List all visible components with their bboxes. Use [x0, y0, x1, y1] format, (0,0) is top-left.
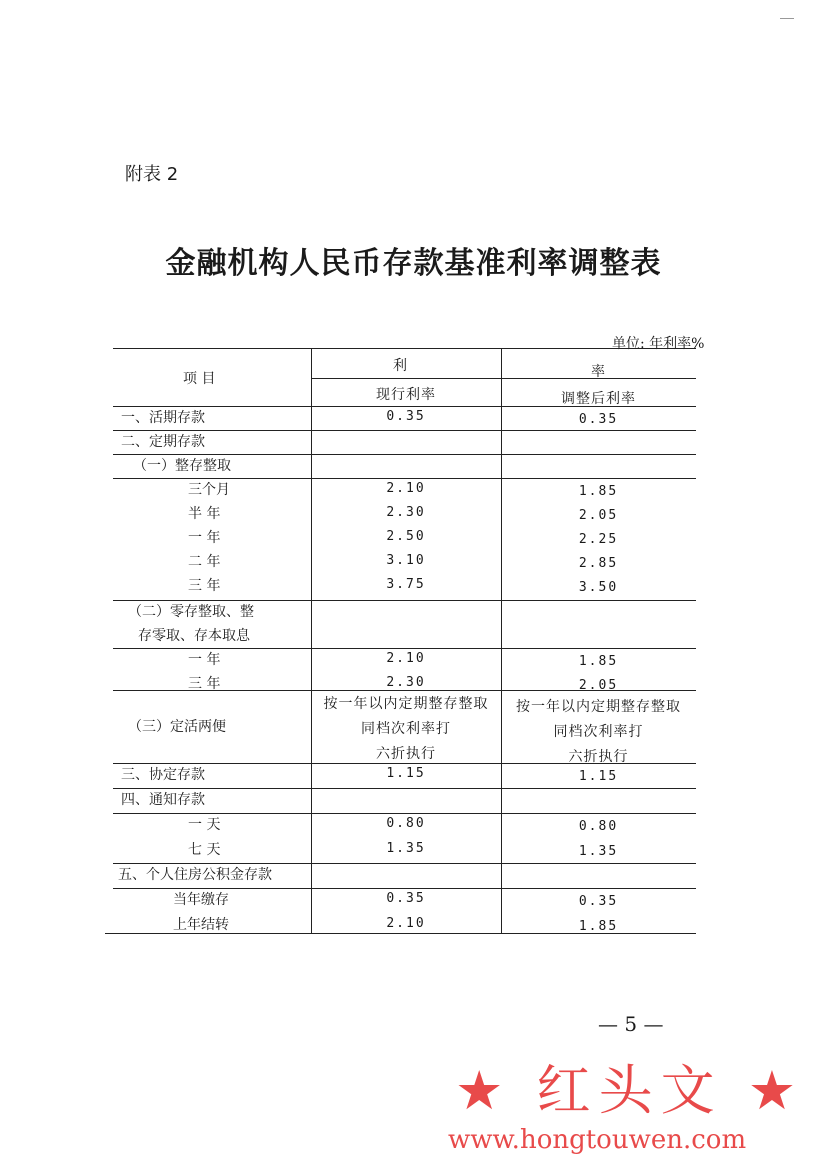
row-item-label: （三）定活两便: [128, 718, 226, 735]
row-item-label: 一 年: [188, 652, 221, 668]
row-item-label: 二、定期存款: [121, 434, 205, 450]
row-item-label: 当年缴存: [173, 892, 229, 908]
row-adjusted-rate: 0.35: [578, 412, 619, 427]
row-current-rate: 3.75: [386, 577, 426, 592]
header-current: 现行利率: [376, 387, 436, 403]
page-number: — 5 —: [598, 1012, 664, 1036]
row-item-label: （二）零存整取、整: [128, 604, 254, 620]
table-rule: [113, 813, 696, 814]
row-current-rate: 按一年以内定期整存整取 同档次利率打 六折执行: [323, 696, 489, 762]
table-rule: [113, 348, 696, 349]
scan-mark: [780, 18, 794, 19]
row-adjusted-rate: 2.05: [578, 508, 619, 523]
row-item-label: （一）整存整取: [133, 458, 231, 474]
table-rule: [113, 648, 696, 649]
row-adjusted-rate: 1.15: [578, 769, 619, 784]
row-current-rate: 0.35: [386, 409, 426, 424]
row-item-label: 一 天: [188, 817, 221, 833]
row-adjusted-rate: 2.85: [578, 556, 619, 571]
rate-table: [113, 348, 703, 940]
row-item-label: 二 年: [188, 554, 221, 570]
row-adjusted-rate: 0.80: [578, 819, 619, 834]
header-item: 项 目: [183, 371, 216, 387]
row-item-label: 三、协定存款: [121, 767, 205, 783]
row-item-label: 七 天: [188, 842, 221, 858]
row-item-label: 上年结转: [173, 917, 229, 933]
row-current-rate: 2.10: [386, 916, 426, 931]
row-item-label: 三 年: [188, 676, 221, 692]
header-rate-li: 利: [393, 358, 408, 374]
row-current-rate: 3.10: [386, 553, 426, 568]
row-item-label: 存零取、存本取息: [138, 628, 250, 644]
page-title: 金融机构人民币存款基准利率调整表: [165, 246, 662, 281]
row-current-rate: 1.35: [386, 841, 426, 856]
row-item-label: 半 年: [188, 506, 221, 522]
row-adjusted-rate: 3.50: [578, 580, 619, 595]
row-adjusted-rate: 1.85: [578, 654, 619, 669]
row-current-rate: 2.30: [386, 505, 426, 520]
header-rate-lv: 率: [591, 364, 606, 380]
row-adjusted-rate: 1.85: [578, 919, 619, 934]
header-adjusted: 调整后利率: [561, 391, 636, 407]
unit-note: 单位: 年利率%: [612, 336, 705, 352]
row-adjusted-rate: 0.35: [578, 894, 619, 909]
row-item-label: 五、个人住房公积金存款: [118, 867, 272, 883]
watermark-url: www.hongtouwen.com: [448, 1125, 747, 1155]
table-rule: [113, 406, 696, 407]
row-current-rate: 0.35: [386, 891, 426, 906]
row-item-label: 四、通知存款: [121, 792, 205, 808]
row-adjusted-rate: 1.85: [578, 484, 619, 499]
row-adjusted-rate: 2.05: [578, 678, 619, 693]
table-rule: [311, 378, 696, 379]
row-current-rate: 2.30: [386, 675, 426, 690]
row-adjusted-rate: 按一年以内定期整存整取 同档次利率打 六折执行: [516, 699, 681, 765]
table-rule: [113, 478, 696, 479]
row-item-label: 一 年: [188, 530, 221, 546]
row-current-rate: 2.10: [386, 481, 426, 496]
row-current-rate: 2.10: [386, 651, 426, 666]
table-rule: [113, 788, 696, 789]
row-current-rate: 1.15: [386, 766, 426, 781]
table-rule: [113, 863, 696, 864]
row-current-rate: 0.80: [386, 816, 426, 831]
appendix-label: 附表 2: [125, 164, 179, 185]
row-adjusted-rate: 2.25: [578, 532, 619, 547]
table-rule: [113, 454, 696, 455]
row-item-label: 三 年: [188, 578, 221, 594]
row-current-rate: 2.50: [386, 529, 426, 544]
row-item-label: 三个月: [188, 482, 230, 498]
table-rule: [113, 430, 696, 431]
table-rule: [113, 600, 696, 601]
row-adjusted-rate: 1.35: [578, 844, 619, 859]
row-item-label: 一、活期存款: [121, 410, 205, 426]
watermark-logo: ★ 红头文 ★: [455, 1059, 805, 1122]
table-rule: [113, 888, 696, 889]
